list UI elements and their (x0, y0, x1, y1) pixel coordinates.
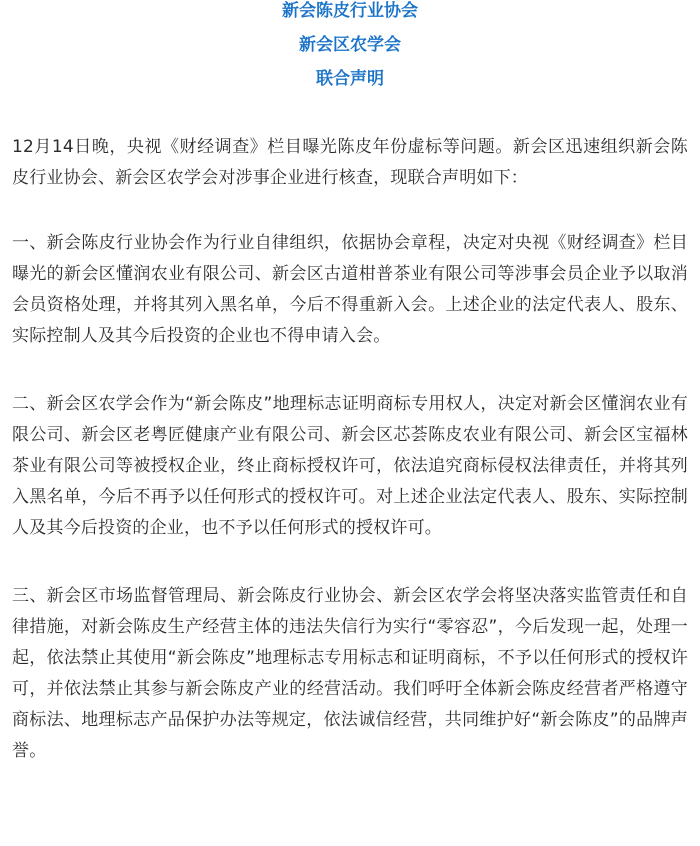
point-1-paragraph: 一、新会陈皮行业协会作为行业自律组织，依据协会章程，决定对央视《财经调查》栏目曝光的新会区懂润农业有限公司、新会区古道柑普茶业有限公司等涉事会员企业予以取消会员资格处理，并将其列入黑名单，今后不得重新入会。上述企业的法定代表人、股东、实际控制人及其今后投资的企业也不得申请入会。 (12, 233, 688, 346)
title-org-2: 新会区农学会 (299, 35, 401, 55)
title-org-1: 新会陈皮行业协会 (282, 1, 418, 21)
title-block (12, 0, 688, 96)
point-3-paragraph: 三、新会区市场监督管理局、新会陈皮行业协会、新会区农学会将坚决落实监管责任和自律措施，对新会陈皮生产经营主体的违法失信行为实行“零容忍”，今后发现一起，处理一起，依法禁止其使用“新会陈皮”地理标志专用标志和证明商标，不予以任何形式的授权许可，并依法禁止其参与新会陈皮产业的经营活动。我们呼吁全体新会陈皮经营者严格遵守商标法、地理标志产品保护办法等规定，依法诚信经营，共同维护好“新会陈皮”的品牌声誉。 (12, 586, 688, 761)
point-2-paragraph: 二、新会区农学会作为“新会陈皮”地理标志证明商标专用权人，决定对新会区懂润农业有限公司、新会区老粤匠健康产业有限公司、新会区芯荟陈皮农业有限公司、新会区宝福林茶业有限公司等被授权企业，终止商标授权许可，依法追究商标侵权法律责任，并将其列入黑名单，今后不再予以任何形式的授权许可。对上述企业法定代表人、股东、实际控制人及其今后投资的企业，也不予以任何形式的授权许可。 (12, 394, 688, 538)
intro-paragraph: 12月14日晚，央视《财经调查》栏目曝光陈皮年份虚标等问题。新会区迅速组织新会陈皮行业协会、新会区农学会对涉事企业进行核查，现联合声明如下： (12, 137, 688, 188)
title-statement: 联合声明 (316, 69, 384, 89)
